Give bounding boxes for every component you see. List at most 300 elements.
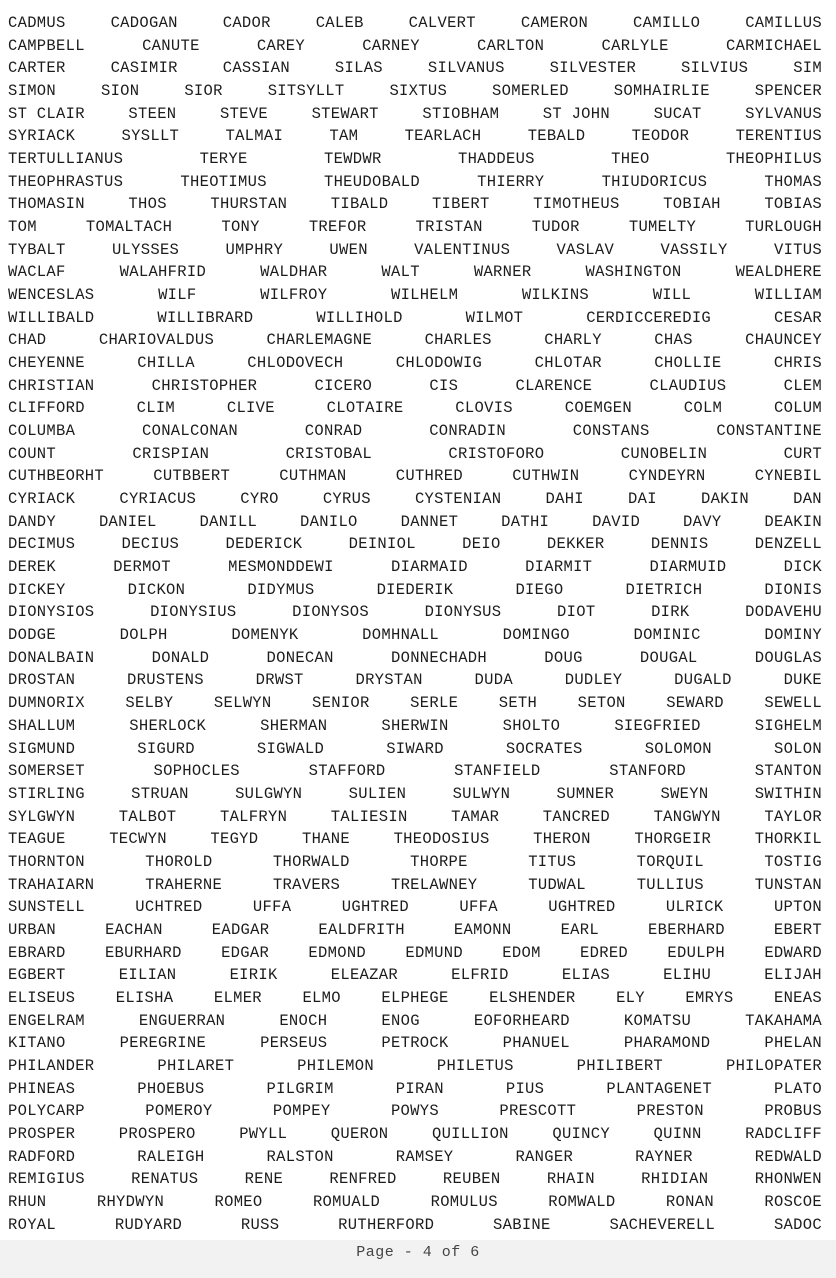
name-word: DIARMAID <box>391 558 468 577</box>
name-word: PLATO <box>773 1079 822 1098</box>
name-word: CARLTON <box>477 36 545 55</box>
name-word: UMPHRY <box>225 240 284 259</box>
name-word: CYRO <box>240 490 279 509</box>
name-line <box>8 1214 822 1237</box>
name-word: SIGWALD <box>256 739 325 758</box>
name-word: CYSTENIAN <box>414 490 502 509</box>
name-word: WENCESLAS <box>8 286 95 305</box>
name-word: CUTBBERT <box>153 467 231 486</box>
name-word: TULLIUS <box>636 875 704 894</box>
name-word: TRAVERS <box>272 875 341 894</box>
name-word: SETON <box>577 694 626 713</box>
name-line <box>8 919 822 942</box>
name-word: RUTHERFORD <box>338 1215 435 1234</box>
name-word: ROMUALD <box>312 1192 381 1211</box>
name-word: CHRIS <box>773 354 822 373</box>
name-line <box>8 239 822 262</box>
name-word: THEOPHILUS <box>725 150 822 169</box>
name-word: SYSLLT <box>121 127 180 146</box>
name-word: TALFRYN <box>219 807 288 826</box>
name-word: CLAUDIUS <box>649 376 727 395</box>
name-word: SIGMUND <box>8 739 76 758</box>
name-word: COLUM <box>773 399 822 418</box>
name-word: STIRLING <box>8 784 85 803</box>
name-word: CERDICCEREDIG <box>586 308 712 327</box>
name-word: WILLIBRARD <box>157 308 254 327</box>
name-word: SHERMAN <box>260 716 328 735</box>
name-word: UFFA <box>459 898 498 917</box>
name-line <box>8 556 822 579</box>
name-word: CICERO <box>314 376 373 395</box>
name-word: POMPEY <box>272 1102 331 1121</box>
name-word: CHRISTOPHER <box>151 376 258 395</box>
name-word: CYRIACK <box>8 490 76 509</box>
name-word: TEGYD <box>210 830 259 849</box>
name-word: CUTHWIN <box>512 467 580 486</box>
name-word: COEMGEN <box>564 399 632 418</box>
name-word: CANUTE <box>142 36 200 55</box>
name-word: ELSHENDER <box>489 988 576 1007</box>
name-word: ULYSSES <box>111 240 180 259</box>
name-word: ELISEUS <box>8 988 76 1007</box>
name-word: SPENCER <box>754 82 822 101</box>
name-word: SILVANUS <box>427 59 505 78</box>
name-word: EDOM <box>502 943 541 962</box>
name-word: TORQUIL <box>636 852 704 871</box>
name-word: EBRARD <box>8 943 66 962</box>
name-word: ENGELRAM <box>8 1011 85 1030</box>
name-line <box>8 35 822 58</box>
name-word: VASSILY <box>660 240 728 259</box>
name-word: RUDYARD <box>114 1215 183 1234</box>
name-word: SETH <box>498 694 538 713</box>
name-word: WACLAF <box>8 263 66 282</box>
name-word: TAKAHAMA <box>745 1011 822 1030</box>
name-word: THORNTON <box>8 852 85 871</box>
name-word: SERLE <box>410 694 459 713</box>
name-word: SIOR <box>184 82 223 101</box>
name-word: DONECAN <box>266 648 334 667</box>
name-word: ENOCH <box>279 1011 328 1030</box>
name-word: ST JOHN <box>542 104 610 123</box>
name-line <box>8 375 822 398</box>
name-word: WILHELM <box>390 286 459 305</box>
name-word: DIEDERIK <box>376 580 454 599</box>
name-line <box>8 624 822 647</box>
name-word: DONNECHADH <box>391 648 488 667</box>
name-word: DOMINGO <box>502 626 570 645</box>
name-word: COLUMBA <box>8 422 76 441</box>
name-line <box>8 1032 822 1055</box>
name-word: SHOLTO <box>502 716 561 735</box>
name-word: DANDY <box>8 512 57 531</box>
name-word: RHYDWYN <box>96 1192 165 1211</box>
name-word: CHRISTIAN <box>8 376 95 395</box>
name-word: ELISHA <box>115 988 174 1007</box>
name-word: UGHTRED <box>548 898 616 917</box>
name-line <box>8 148 822 171</box>
name-word: TEODOR <box>631 127 690 146</box>
name-word: WILLIBALD <box>8 308 95 327</box>
name-word: TANGWYN <box>653 807 721 826</box>
name-word: SELBY <box>125 694 174 713</box>
name-word: ELMER <box>213 988 262 1007</box>
name-word: MESMONDDEWI <box>228 558 334 577</box>
name-word: PROSPERO <box>118 1124 196 1143</box>
name-word: KOMATSU <box>623 1011 692 1030</box>
name-word: VITUS <box>773 240 822 259</box>
name-word: TRAHAIARN <box>8 875 95 894</box>
name-word: TUMELTY <box>628 218 697 237</box>
name-word: STRUAN <box>131 784 189 803</box>
name-line <box>8 760 822 783</box>
name-word: SION <box>100 82 140 101</box>
name-line <box>8 738 822 761</box>
name-word: ELFRID <box>451 966 509 985</box>
name-word: THORKIL <box>754 830 822 849</box>
name-word: DOLPH <box>119 626 168 645</box>
name-line <box>8 171 822 194</box>
name-word: PHILIBERT <box>576 1056 664 1075</box>
name-word: TREFOR <box>308 218 367 237</box>
name-word: URBAN <box>8 920 57 939</box>
name-word: THIUDORICUS <box>601 172 708 191</box>
name-line <box>8 896 822 919</box>
name-word: WILKINS <box>521 286 590 305</box>
name-line <box>8 828 822 851</box>
name-word: DAKIN <box>700 490 749 509</box>
name-word: CRISTOBAL <box>285 444 372 463</box>
name-word: DUKE <box>783 671 822 690</box>
name-line <box>8 80 822 103</box>
name-word: RAMSEY <box>395 1147 454 1166</box>
name-word: COUNT <box>8 444 57 463</box>
name-word: PHANUEL <box>502 1034 570 1053</box>
name-line <box>8 125 822 148</box>
name-word: ELIHU <box>663 966 712 985</box>
name-word: DIONYSUS <box>424 603 502 622</box>
name-word: DUGALD <box>674 671 732 690</box>
name-word: SILVIUS <box>681 59 749 78</box>
name-word: DANILO <box>300 512 358 531</box>
name-word: THEOTIMUS <box>180 172 267 191</box>
name-word: CLIM <box>136 399 176 418</box>
name-line <box>8 533 822 556</box>
name-word: DIONYSIUS <box>150 603 237 622</box>
name-word: THIERRY <box>477 172 545 191</box>
name-word: SIMON <box>8 82 57 101</box>
name-word: TIBERT <box>431 195 490 214</box>
name-word: SOMERSET <box>8 762 85 781</box>
name-word: REMIGIUS <box>8 1170 85 1189</box>
name-word: SHALLUM <box>8 716 76 735</box>
name-word: QUILLION <box>431 1124 509 1143</box>
name-word: DUDA <box>474 671 513 690</box>
name-word: WILL <box>652 286 692 305</box>
name-word: DOUG <box>544 648 583 667</box>
name-line <box>8 397 822 420</box>
name-word: EDMOND <box>308 943 367 962</box>
name-word: DIARMIT <box>525 558 593 577</box>
name-word: STEVE <box>219 104 268 123</box>
name-word: VALENTINUS <box>414 240 511 259</box>
name-word: STIOBHAM <box>422 104 500 123</box>
name-word: TEARLACH <box>404 127 482 146</box>
name-word: CRISTOFORO <box>448 444 545 463</box>
name-line <box>8 647 822 670</box>
name-word: WASHINGTON <box>585 263 682 282</box>
name-word: DODGE <box>8 626 57 645</box>
name-word: PHARAMOND <box>623 1034 711 1053</box>
name-word: TOMALTACH <box>85 218 173 237</box>
name-word: RAYNER <box>635 1147 693 1166</box>
name-word: DIDYMUS <box>247 580 315 599</box>
name-word: CADOGAN <box>110 14 178 32</box>
name-word: STANTON <box>754 762 822 781</box>
name-word: CLOVIS <box>455 399 513 418</box>
name-word: SIGURD <box>137 739 195 758</box>
name-word: SADOC <box>773 1215 822 1234</box>
name-word: PHINEAS <box>8 1079 76 1098</box>
name-word: STEEN <box>128 104 177 123</box>
name-word: CHARLES <box>424 331 492 350</box>
name-word: ELIAS <box>561 966 610 985</box>
name-word: DAI <box>628 490 657 509</box>
name-word: ROSCOE <box>764 1192 822 1211</box>
name-word: THEOPHRASTUS <box>8 172 124 191</box>
name-word: TIMOTHEUS <box>533 195 620 214</box>
name-word: WEALDHERE <box>735 263 822 282</box>
name-word: EGBERT <box>8 966 66 985</box>
name-word: THADDEUS <box>457 150 535 169</box>
name-line <box>8 193 822 216</box>
name-word: RHIDIAN <box>641 1170 709 1189</box>
name-word: DRUSTENS <box>127 671 204 690</box>
name-line <box>8 352 822 375</box>
name-word: CIS <box>429 376 459 395</box>
name-word: CUNOBELIN <box>620 444 708 463</box>
name-word: RENE <box>244 1170 284 1189</box>
name-word: DEINIOL <box>348 535 416 554</box>
name-word: DICK <box>783 558 822 577</box>
name-word: EBERT <box>773 920 822 939</box>
name-word: DIONIS <box>764 580 822 599</box>
name-line <box>8 1123 822 1146</box>
name-word: DRYSTAN <box>355 671 423 690</box>
name-word: PHILANDER <box>8 1056 95 1075</box>
name-word: ENEAS <box>773 988 822 1007</box>
name-word: PIRAN <box>395 1079 444 1098</box>
name-word: TOBIAH <box>663 195 721 214</box>
name-word: ENOG <box>381 1011 420 1030</box>
name-word: RADFORD <box>8 1147 76 1166</box>
name-word: CARMICHAEL <box>725 36 822 55</box>
name-word: PETROCK <box>381 1034 449 1053</box>
name-word: EARL <box>560 920 599 939</box>
name-word: TRELAWNEY <box>390 875 478 894</box>
name-word: CARTER <box>8 59 66 78</box>
name-word: TONY <box>221 218 260 237</box>
name-word: RHONWEN <box>754 1170 822 1189</box>
name-word: DIETRICH <box>625 580 703 599</box>
name-word: THOS <box>128 195 167 214</box>
name-word: DIRK <box>651 603 690 622</box>
name-word: DENNIS <box>650 535 709 554</box>
name-word: CURT <box>783 444 822 463</box>
name-word: DECIMUS <box>8 535 76 554</box>
name-word: RHAIN <box>546 1170 595 1189</box>
name-word: CHAD <box>8 331 47 350</box>
name-word: DATHI <box>501 512 550 531</box>
name-word: THANE <box>301 830 350 849</box>
name-word: ENGUERRAN <box>138 1011 226 1030</box>
name-line <box>8 420 822 443</box>
name-word: EDULPH <box>667 943 725 962</box>
name-word: TALBOT <box>118 807 177 826</box>
name-word: EIRIK <box>229 966 278 985</box>
name-line <box>8 1168 822 1191</box>
name-word: DAHI <box>545 490 584 509</box>
name-line <box>8 942 822 965</box>
name-word: TANCRED <box>542 807 610 826</box>
name-word: WALT <box>381 263 420 282</box>
name-word: ROMEO <box>214 1192 263 1211</box>
name-word: DEDERICK <box>225 535 303 554</box>
name-word: EAMONN <box>453 920 512 939</box>
name-word: CHAUNCEY <box>745 331 822 350</box>
name-word: CASSIAN <box>222 59 290 78</box>
name-word: WALAHFRID <box>119 263 207 282</box>
name-line <box>8 443 822 466</box>
name-word: CUTHMAN <box>279 467 347 486</box>
name-word: CADMUS <box>8 14 66 32</box>
name-word: THEUDOBALD <box>323 172 420 191</box>
name-word: SHERLOCK <box>129 716 207 735</box>
name-word: DODAVEHU <box>745 603 822 622</box>
name-word: DAVY <box>683 512 722 531</box>
name-word: DONALD <box>151 648 210 667</box>
name-word: TAYLOR <box>764 807 822 826</box>
name-line <box>8 307 822 330</box>
name-word: THOMAS <box>764 172 822 191</box>
name-word: SOLON <box>773 739 822 758</box>
name-word: THORGEIR <box>634 830 712 849</box>
name-word: SUCAT <box>653 104 702 123</box>
name-word: THORWALD <box>272 852 350 871</box>
name-word: CHLODOWIG <box>395 354 483 373</box>
name-word: PHILOPATER <box>725 1056 822 1075</box>
name-word: CRISPIAN <box>132 444 210 463</box>
name-word: SOMHAIRLIE <box>613 82 710 101</box>
name-word: PIUS <box>505 1079 545 1098</box>
name-line <box>8 579 822 602</box>
name-word: WILMOT <box>465 308 524 327</box>
name-word: CONALCONAN <box>142 422 239 441</box>
name-word: PEREGRINE <box>119 1034 207 1053</box>
name-word: CONSTANTINE <box>716 422 822 441</box>
name-word: SOLOMON <box>644 739 712 758</box>
name-word: TAMAR <box>451 807 500 826</box>
name-line <box>8 669 822 692</box>
name-word: CHOLLIE <box>654 354 722 373</box>
name-word: SIGHELM <box>754 716 822 735</box>
name-word: EADGAR <box>211 920 270 939</box>
name-word: EMRYS <box>685 988 734 1007</box>
name-word: DEKKER <box>546 535 605 554</box>
name-word: SHERWIN <box>381 716 449 735</box>
name-word: TRAHERNE <box>145 875 223 894</box>
name-line <box>8 284 822 307</box>
name-word: DOMENYK <box>231 626 299 645</box>
name-word: SULGWYN <box>235 784 303 803</box>
name-word: WILF <box>158 286 197 305</box>
name-word: ELIJAH <box>764 966 822 985</box>
name-word: CAREY <box>256 36 305 55</box>
name-word: RENATUS <box>131 1170 199 1189</box>
name-word: UFFA <box>252 898 292 917</box>
name-word: DAN <box>793 490 822 509</box>
name-line <box>8 783 822 806</box>
name-word: ROMULUS <box>430 1192 498 1211</box>
name-word: PHILETUS <box>436 1056 514 1075</box>
name-word: STANFIELD <box>454 762 541 781</box>
name-word: SACHEVERELL <box>609 1215 716 1234</box>
name-word: STEWART <box>311 104 379 123</box>
name-word: DUMNORIX <box>8 694 85 713</box>
page-number: Page - 4 of 6 <box>356 1244 480 1261</box>
name-word: REDWALD <box>754 1147 822 1166</box>
name-word: RALSTON <box>266 1147 334 1166</box>
name-word: DICKON <box>127 580 186 599</box>
name-word: CLIVE <box>226 399 275 418</box>
name-word: SOPHOCLES <box>153 762 240 781</box>
name-word: EDGAR <box>221 943 270 962</box>
name-word: SULWYN <box>452 784 511 803</box>
name-word: TURLOUGH <box>745 218 822 237</box>
name-word: SUNSTELL <box>8 898 85 917</box>
name-word: CLIFFORD <box>8 399 85 418</box>
name-word: SYRIACK <box>8 127 76 146</box>
name-word: DOMINY <box>764 626 822 645</box>
name-word: RANGER <box>515 1147 574 1166</box>
name-word: DIEGO <box>515 580 564 599</box>
name-word: CONSTANS <box>572 422 650 441</box>
name-word: TAM <box>329 127 359 146</box>
name-word: DENZELL <box>754 535 822 554</box>
name-word: CYNEBIL <box>754 467 822 486</box>
name-word: PHOEBUS <box>137 1079 205 1098</box>
name-word: EDWARD <box>764 943 822 962</box>
name-line <box>8 216 822 239</box>
name-list <box>8 12 822 1236</box>
name-word: THEODOSIUS <box>393 830 490 849</box>
name-line <box>8 511 822 534</box>
name-word: ULRICK <box>665 898 724 917</box>
name-word: TYBALT <box>8 240 66 259</box>
name-word: DIONYSOS <box>292 603 369 622</box>
name-word: CADOR <box>222 14 271 32</box>
name-line <box>8 692 822 715</box>
name-word: ELEAZAR <box>330 966 398 985</box>
name-word: CASIMIR <box>110 59 178 78</box>
name-word: RUSS <box>240 1215 280 1234</box>
name-word: EDRED <box>580 943 629 962</box>
name-word: SYLVANUS <box>745 104 822 123</box>
name-word: TRISTAN <box>415 218 483 237</box>
name-word: CLARENCE <box>515 376 593 395</box>
name-word: RHUN <box>8 1192 47 1211</box>
name-word: THOMASIN <box>8 195 85 214</box>
